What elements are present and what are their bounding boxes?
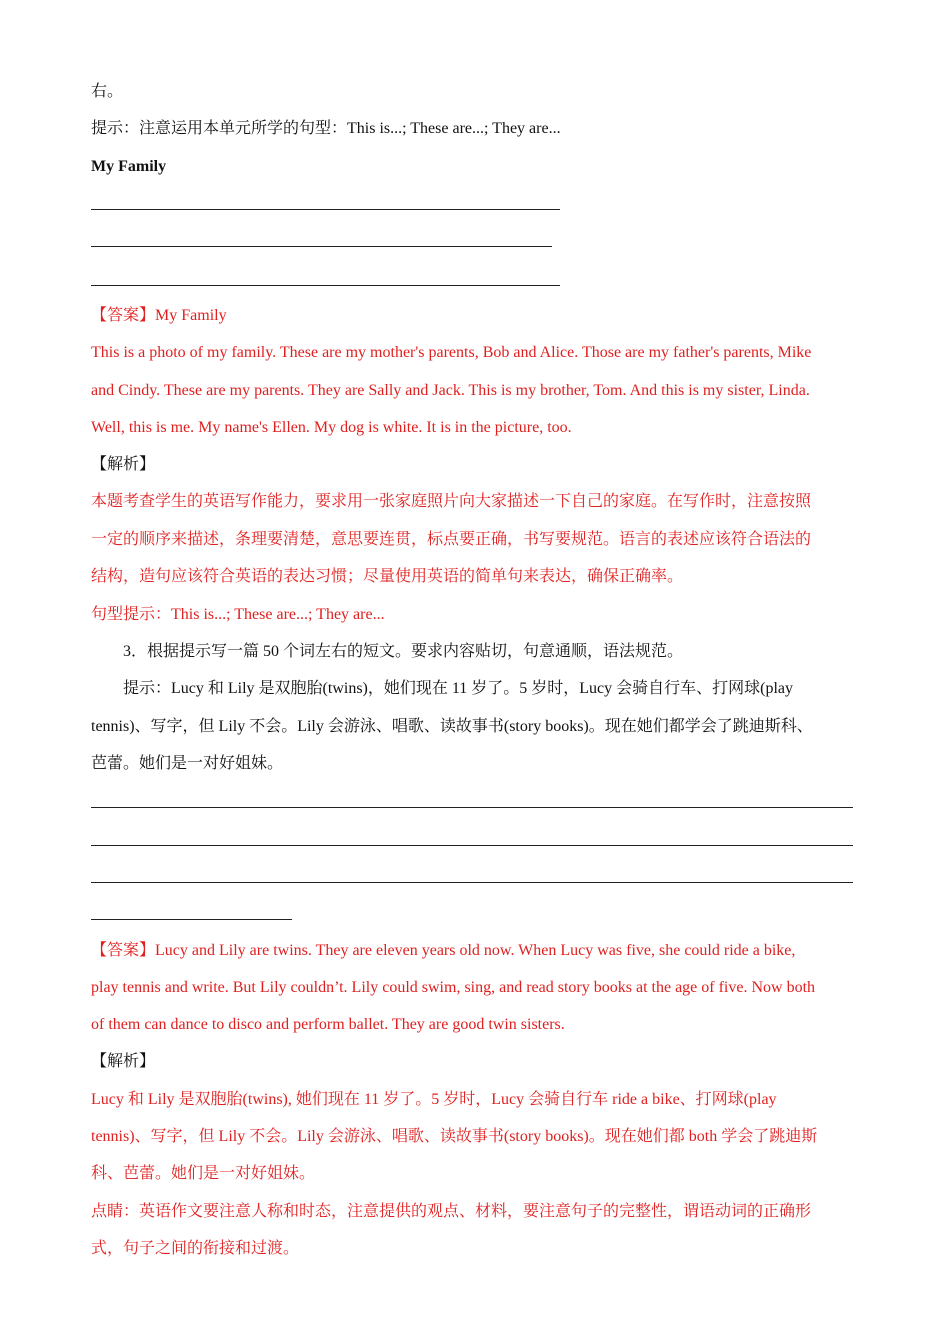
tip-line: 点睛：英语作文要注意人称和时态，注意提供的观点、材料，要注意句子的完整性，谓语动词的正确形	[91, 1203, 812, 1220]
answer-heading	[91, 941, 795, 961]
writing-hint: 提示：注意运用本单元所学的句型：This is...; These are...; They are...	[91, 120, 561, 137]
answer-line: and Cindy. These are my parents. They are Sally and Jack. This is my brother, Tom. And this is my sister, Linda.	[91, 382, 810, 399]
writing-line	[91, 246, 552, 247]
writing-line	[91, 919, 292, 920]
question-hint-line: tennis)、写字，但 Lily 不会。Lily 会游泳、唱歌、读故事书(story books)。现在她们都学会了跳迪斯科、	[91, 718, 813, 735]
answer-heading	[91, 306, 227, 326]
essay-title: My Family	[91, 158, 167, 175]
analysis-line: 本题考查学生的英语写作能力，要求用一张家庭照片向大家描述一下自己的家庭。在写作时，注意按照	[91, 493, 812, 510]
analysis-line: 结构，造句应该符合英语的表达习惯；尽量使用英语的简单句来表达，确保正确率。	[91, 568, 684, 585]
answer-label: 【答案】	[91, 942, 156, 959]
analysis-line: tennis)、写字，但 Lily 不会。Lily 会游泳、唱歌、读故事书(story books)。现在她们都 both 学会了跳迪斯	[91, 1128, 818, 1145]
answer-line: Lucy and Lily are twins. They are eleven years old now. When Lucy was five, she could ride a bike,	[155, 942, 796, 959]
pattern-hint: 句型提示：This is...; These are...; They are...	[91, 606, 385, 623]
writing-line	[91, 285, 560, 286]
answer-line: This is a photo of my family. These are my mother's parents, Bob and Alice. Those are my father's parents, Mike	[91, 344, 812, 361]
analysis-label: 【解析】	[91, 456, 156, 473]
answer-line: play tennis and write. But Lily couldn’t. Lily could swim, sing, and read story books at the age of five. Now both	[91, 979, 816, 996]
answer-label: 【答案】	[91, 307, 156, 324]
answer-title: My Family	[155, 307, 227, 324]
tip-line: 式，句子之间的衔接和过渡。	[91, 1240, 300, 1257]
answer-line: Well, this is me. My name's Ellen. My dog is white. It is in the picture, too.	[91, 419, 572, 436]
writing-line	[91, 209, 560, 210]
analysis-label: 【解析】	[91, 1053, 156, 1070]
analysis-line: 科、芭蕾。她们是一对好姐妹。	[91, 1165, 316, 1182]
analysis-line: 一定的顺序来描述，条理要清楚，意思要连贯，标点要正确，书写要规范。语言的表述应该符合语法的	[91, 531, 812, 548]
writing-line	[91, 882, 853, 883]
question-hint-line: 提示：Lucy 和 Lily 是双胞胎(twins)，她们现在 11 岁了。5 岁时，Lucy 会骑自行车、打网球(play	[123, 680, 794, 697]
question-3: 3．根据提示写一篇 50 个词左右的短文。要求内容贴切，句意通顺，语法规范。	[123, 643, 684, 660]
analysis-line: Lucy 和 Lily 是双胞胎(twins), 她们现在 11 岁了。5 岁时，Lucy 会骑自行车 ride a bike、打网球(play	[91, 1091, 777, 1108]
continuation-text: 右。	[91, 83, 124, 100]
answer-line: of them can dance to disco and perform ballet. They are good twin sisters.	[91, 1016, 565, 1033]
writing-line	[91, 807, 853, 808]
question-hint-line: 芭蕾。她们是一对好姐妹。	[91, 755, 284, 772]
writing-line	[91, 845, 853, 846]
